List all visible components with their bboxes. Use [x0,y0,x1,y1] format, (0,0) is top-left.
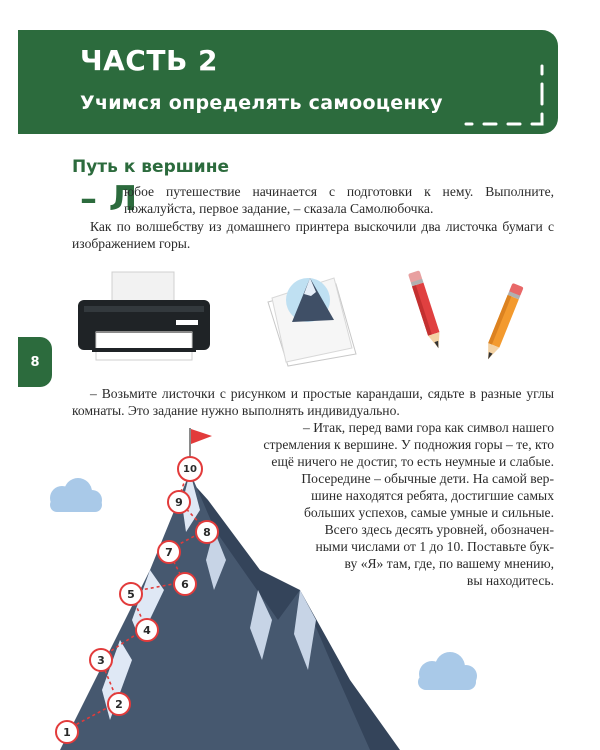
red-pencil-icon [407,270,447,356]
page-number: 8 [18,337,52,387]
paper-sheet-icon [264,268,364,368]
chapter-banner [18,30,558,134]
level-marker[interactable]: 5 [119,582,143,606]
level-marker[interactable]: 3 [89,648,113,672]
level-marker[interactable]: 10 [177,456,203,482]
chapter-subtitle: Учимся определять самооценку [80,92,443,114]
text-line-3: ещё ничего не достиг, то есть неумные и слабые. [271,454,554,469]
drop-cap: – Л [80,179,138,219]
text-line-4: Посередине – обычные дети. На самой вер- [301,471,554,486]
section-title: Путь к вершине [72,157,229,177]
intro-line-1: юбое путешествие начинается с подготовки к нему. Выполните, [124,184,554,199]
level-marker[interactable]: 1 [55,720,79,744]
level-marker[interactable]: 6 [173,572,197,596]
dashed-corner-decoration [18,30,558,134]
text-line-2: стремления к вершине. У подножия горы – те, кто [263,437,554,452]
level-marker[interactable]: 7 [157,540,181,564]
level-marker[interactable]: 4 [135,618,159,642]
text-line-10: вы находитесь. [466,573,554,588]
printer-icon [78,272,210,364]
paragraph-instructions: – Возьмите листочки с рисунком и простые карандаши, сядьте в разные углы комнаты. Это задание нужно выполнять индивидуально. [72,386,554,418]
level-marker[interactable]: 2 [107,692,131,716]
text-line-6: больших успехов, самые умные и сильные. [304,505,554,520]
mountain-illustration [0,420,470,750]
text-line-8: ными числами от 1 до 10. Поставьте бук- [315,539,554,554]
level-marker[interactable]: 9 [167,490,191,514]
paragraph-printer: Как по волшебству из домашнего принтера выскочили два листочка бумаги с изображением горы. [72,219,554,251]
flag-icon [191,429,212,444]
level-marker[interactable]: 8 [195,520,219,544]
part-title: ЧАСТЬ 2 [80,44,219,77]
text-line-9: ву «Я» там, где, по вашему мнению, [344,556,554,571]
text-line-5: шине находятся ребята, достигшие самых [311,488,554,503]
text-line-1: – Итак, перед вами гора как символ нашего [303,420,554,435]
intro-line-2: пожалуйста, первое задание, – сказала Самолюбочка. [124,201,434,216]
text-line-7: Всего здесь десять уровней, обозначен- [324,522,554,537]
orange-pencil-icon [482,282,522,368]
